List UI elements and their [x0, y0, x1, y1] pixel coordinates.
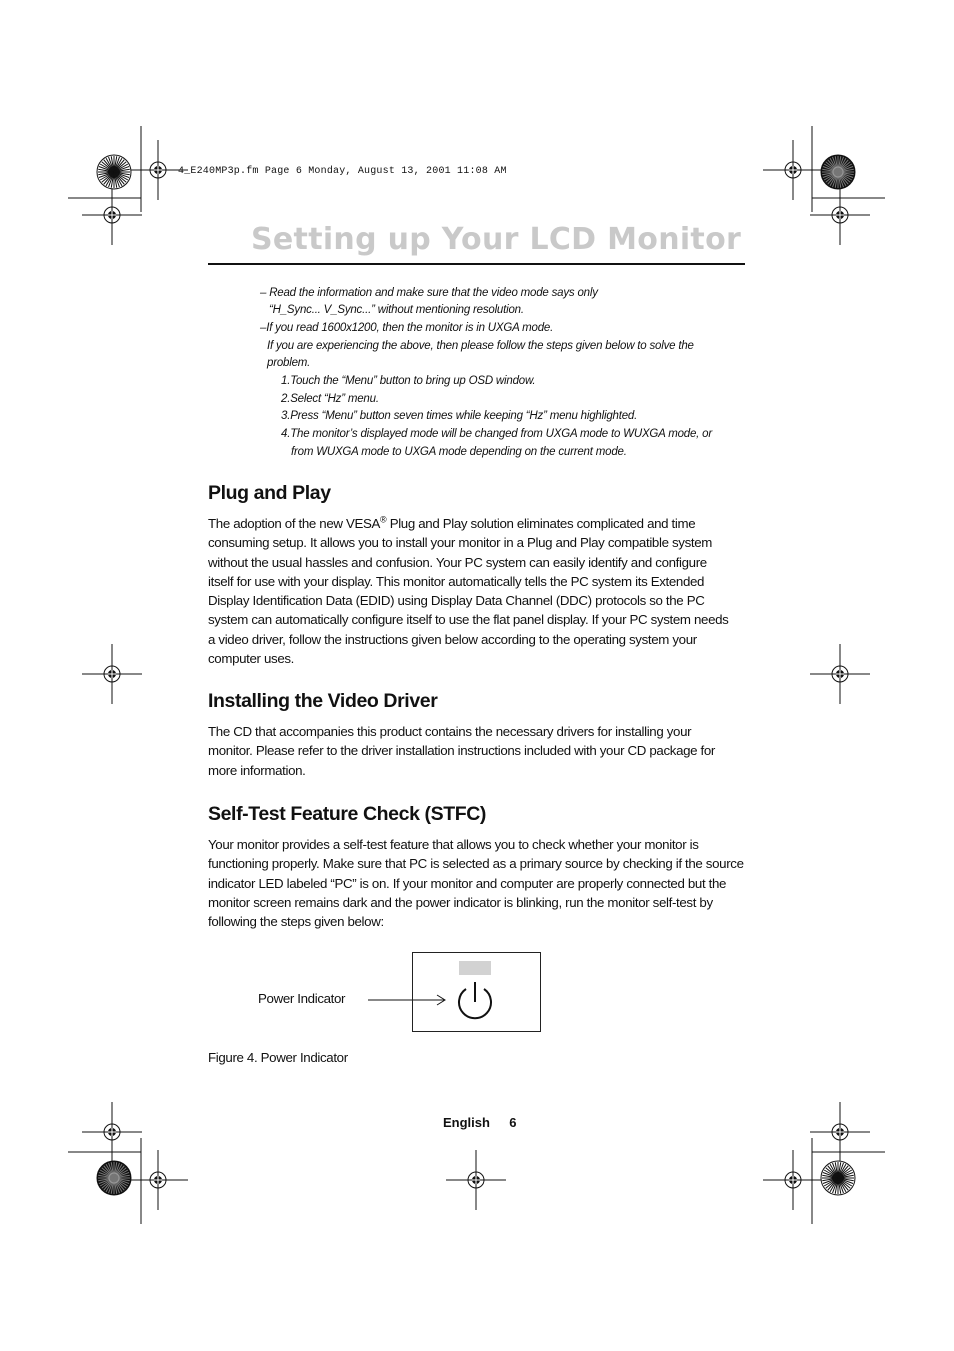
page-footer [443, 1115, 516, 1130]
paragraph-text: Plug and Play solution eliminates complicated and time [386, 516, 696, 531]
paragraph-line: following the steps given below: [208, 914, 384, 930]
registration-target [128, 1150, 188, 1210]
note-step: 1.Touch the “Menu” button to bring up OSD window. [281, 375, 536, 387]
registration-target [82, 644, 142, 704]
paragraph-line: more information. [208, 762, 306, 778]
paragraph-line: Your monitor provides a self-test feature that allows you to check whether your monitor is [208, 837, 699, 852]
paragraph-line: The CD that accompanies this product contains the necessary drivers for installing your [208, 724, 692, 739]
registration-target [810, 1102, 870, 1162]
registration-starburst [97, 1161, 131, 1195]
note-step: 3.Press “Menu” button seven times while keeping “Hz” menu highlighted. [281, 410, 638, 422]
paragraph-line: system can automatically configure itself to use the flat panel display. If your PC system needs [208, 612, 729, 628]
registration-target [810, 185, 870, 245]
note-step: from WUXGA mode to UXGA mode depending on the current mode. [291, 446, 627, 458]
figure-callout-label: Power Indicator [258, 991, 346, 1006]
power-icon [455, 980, 495, 1024]
paragraph-line: a video driver, follow the instructions given below according to the operating system your [208, 631, 697, 647]
paragraph-line: indicator LED labeled “PC” is on. If your monitor and computer are properly connected but the [208, 875, 727, 891]
registration-target [810, 644, 870, 704]
paragraph-line: monitor screen remains dark and the power indicator is blinking, run the monitor self-test by [208, 894, 713, 910]
plug-and-play-body [208, 514, 728, 668]
registration-target [446, 1150, 506, 1210]
note-line: –If you read 1600x1200, then the monitor is in UXGA mode. [260, 322, 554, 334]
paragraph-line: itself for use with your display. This monitor automatically tells the PC system its Extended [208, 573, 705, 589]
paragraph-line: computer uses. [208, 651, 295, 667]
note-step: 2.Select “Hz” menu. [281, 393, 379, 405]
registration-starburst [97, 155, 131, 189]
paragraph-line: Display Identification Data (EDID) using Display Data Channel (DDC) protocols so the PC [208, 593, 705, 609]
registration-target [82, 185, 142, 245]
video-driver-body [208, 722, 715, 780]
page-number: 6 [509, 1115, 517, 1130]
led-indicator [459, 961, 491, 975]
footer-language: English [443, 1115, 490, 1130]
paragraph-line: monitor. Please refer to the driver installation instructions included with your CD package for [208, 743, 716, 759]
stfc-body [208, 835, 744, 931]
section-heading-stfc: Self-Test Feature Check (STFC) [208, 803, 487, 825]
title-rule [208, 263, 745, 265]
paragraph-line: without the usual hassles and confusion. Your PC system can easily identify and configure [208, 554, 707, 570]
note-line: problem. [267, 357, 311, 369]
section-heading-video-driver: Installing the Video Driver [208, 690, 438, 712]
registration-target [82, 1102, 142, 1162]
section-heading-plug-and-play: Plug and Play [208, 482, 331, 504]
vesa-text: The adoption of the new VESA [208, 516, 381, 531]
note-line: “H_Sync... V_Sync...” without mentioning resolution. [269, 304, 524, 316]
file-info-header: 4_E240MP3p.fm Page 6 Monday, August 13, 2001 11:08 AM [178, 166, 507, 177]
note-step: 4.The monitor’s displayed mode will be changed from UXGA mode to WUXGA mode, or [281, 428, 712, 440]
page-title: Setting up Your LCD Monitor [251, 222, 742, 257]
registration-starburst [821, 1161, 855, 1195]
registration-starburst [821, 155, 855, 189]
registration-target [763, 1150, 823, 1210]
registration-target [763, 140, 823, 200]
note-line: If you are experiencing the above, then please follow the steps given below to solve the [267, 340, 694, 352]
paragraph-line [208, 514, 728, 533]
paragraph-line: functioning properly. Make sure that PC is selected as a primary source by checking if the source [208, 856, 744, 872]
figure-caption: Figure 4. Power Indicator [208, 1050, 348, 1065]
registered-mark: ® [380, 514, 387, 525]
paragraph-line: consuming setup. It allows you to install your monitor in a Plug and Play compatible system [208, 535, 712, 551]
note-line: – Read the information and make sure that the video mode says only [260, 287, 598, 299]
